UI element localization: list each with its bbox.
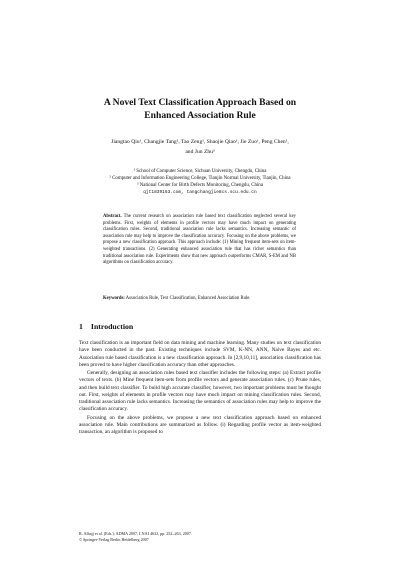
abstract — [103, 214, 296, 267]
authors-line-1: Jiangtao Qiu¹, Changjie Tang¹, Tao Zeng¹, Shaojie Qiao¹, Jie Zuo¹, Peng Chen¹, — [111, 139, 289, 145]
introduction-body — [79, 340, 321, 437]
section-title: Introduction — [90, 322, 134, 331]
section-number: 1 — [79, 322, 83, 331]
affiliation-1: ¹ School of Computer Science, Sichuan University, Chengdu, China — [133, 169, 267, 174]
author-list — [70, 137, 330, 157]
affiliation-2: ² Computer and Information Engineering College, Tianjin Normal University, Tianjin, China — [109, 176, 291, 181]
abstract-text: The current research on association rule based text classification neglected several key problems. First, weights of elements in profile vectors may have much impact on generating classification rules. Second, traditional association rule lacks semantics. Increasing semantic of association rule may help to improve the classification accuracy. Focusing on the above problems, we propose a new classification approach. This approach include: (1) Mining frequent item-sets on item-weighted transactions. (2) Generating enhanced association rule that has richer semantics than traditional association rule. Experiments show that new approach outperforms CMAR, S-EM and NB algorithms on classification accuracy. — [103, 214, 296, 266]
affiliations — [60, 168, 340, 196]
paragraph-3: Focusing on the above problems, we propose a new text classification approach based on enhanced association rule. Main contributions are summarized as follow. (i) Regarding profile vector as item-weighted transaction, an algorithm is proposed to — [79, 414, 321, 435]
footer-copyright: © Springer-Verlag Berlin Heidelberg 2007 — [79, 536, 149, 542]
affiliation-3: ³ National Center for Birth Defects Monitoring, Chengdu, China — [137, 183, 263, 188]
section-heading — [79, 322, 133, 332]
author-email: qjt1839163.com, tangchangjie8cs.scu.edu.cn — [143, 190, 257, 195]
keywords — [103, 296, 296, 303]
keywords-label: Keywords: — [103, 296, 125, 301]
publication-footer — [79, 531, 321, 542]
authors-line-2: and Jun Zhu³ — [185, 149, 215, 155]
keywords-text: Association Rule, Text Classification, Enhanced Association Rule. — [124, 296, 251, 301]
abstract-label: Abstract. — [103, 214, 122, 219]
title-line-2: Enhanced Association Rule — [144, 110, 256, 121]
paragraph-2: Generally, designing an association rules based text classifier includes the following steps: (a) Extract profile vectors of texts. (b) Mine frequent item-sets from profile vectors and generate association rules. (c) Prune rules, and then build text classifier. To build high accurate classifier, however, two important problems must be thought out. First, weights of elements in profile vectors may have much impact on mining classification rules. Second, traditional association rule lacks semantics. Increasing the semantics of association rules may help to improve the classification accuracy. — [79, 370, 321, 413]
footer-citation: R. Alhajj et al. (Eds.): ADMA 2007, LNAI 4632, pp. 252–263, 2007. — [79, 531, 192, 536]
paragraph-1: Text classification is an important field on data mining and machine learning. Many studies on text classification have been conducted in the past. Existing techniques include SVM, K-NN, ANN, Naive Bayes and etc. Association rule based classification is a new classification approach. In [2,9,10,11], association classification has been proved to have higher classification accuracy than other approaches. — [79, 340, 321, 368]
title-line-1: A Novel Text Classification Approach Based on — [103, 97, 297, 108]
paper-title — [80, 96, 320, 122]
